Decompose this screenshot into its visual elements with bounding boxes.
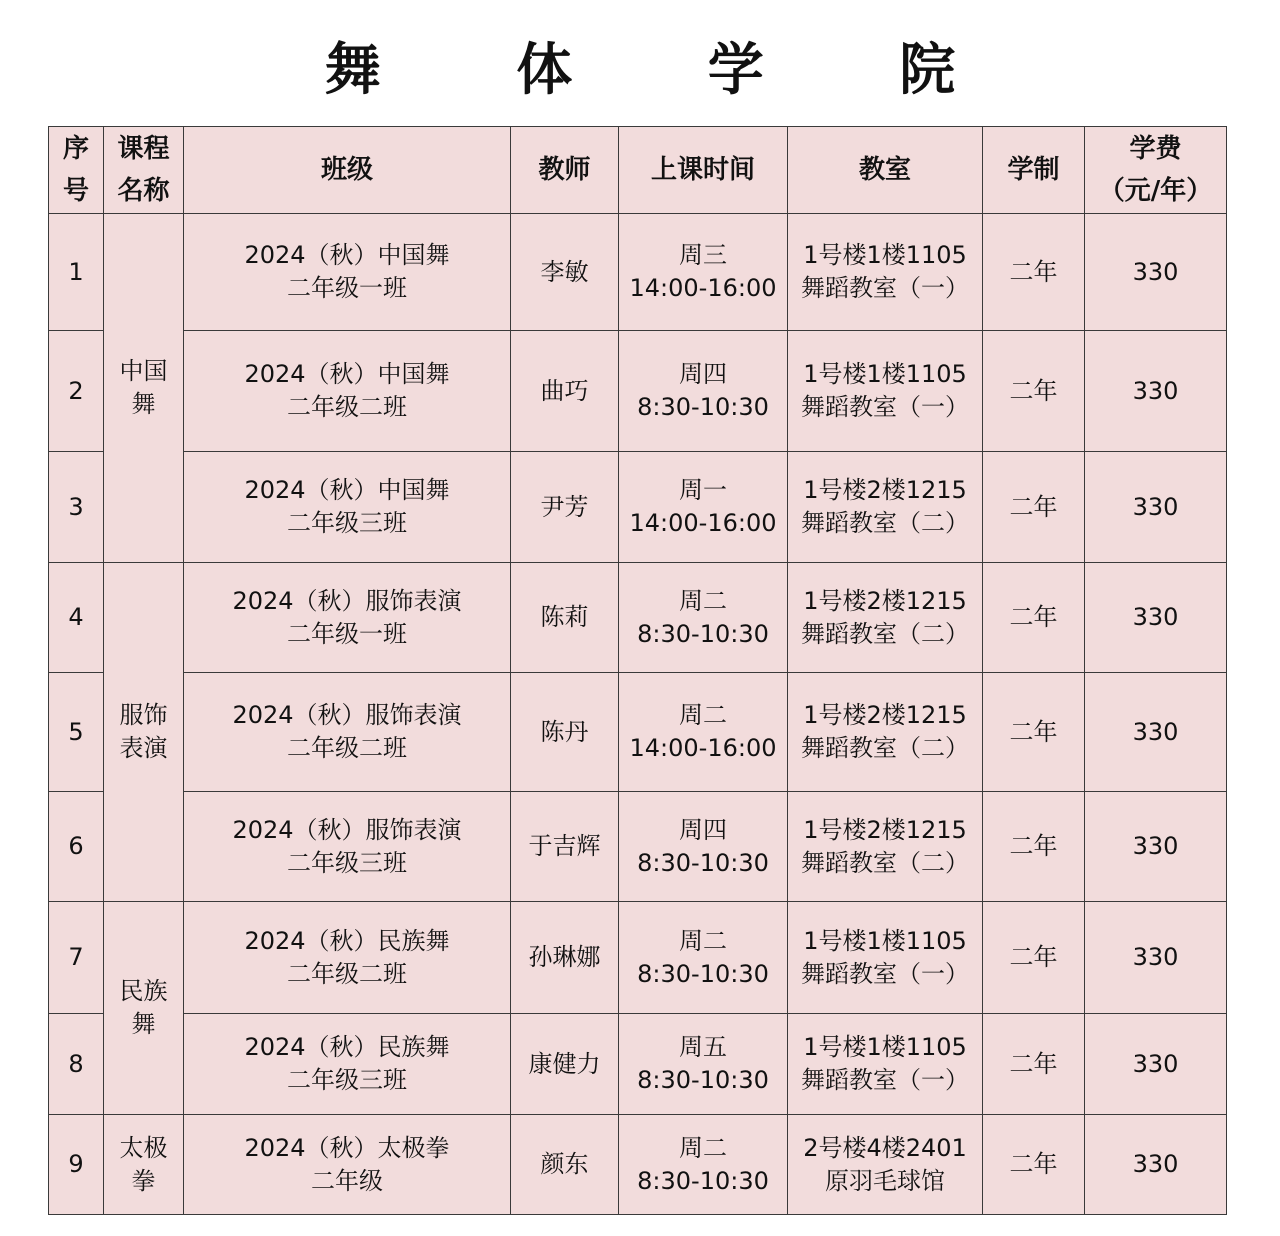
- row-index: 5: [49, 673, 104, 792]
- fee: 330: [1085, 792, 1227, 902]
- duration: 二年: [983, 673, 1085, 792]
- class-time: 周五 8:30-10:30: [619, 1014, 788, 1115]
- table-row: [49, 1115, 1227, 1215]
- header-fee: 学费 （元/年）: [1085, 127, 1227, 214]
- class-name: 2024（秋）民族舞 二年级二班: [184, 902, 511, 1014]
- course-group-taichi: 太极 拳: [104, 1115, 184, 1215]
- header-room: 教室: [788, 127, 983, 214]
- fee: 330: [1085, 673, 1227, 792]
- duration: 二年: [983, 214, 1085, 331]
- teacher-name: 颜东: [511, 1115, 619, 1215]
- table-row: [49, 1014, 1227, 1115]
- duration: 二年: [983, 331, 1085, 452]
- duration: 二年: [983, 902, 1085, 1014]
- row-index: 9: [49, 1115, 104, 1215]
- class-time: 周四 8:30-10:30: [619, 792, 788, 902]
- class-name: 2024（秋）服饰表演 二年级二班: [184, 673, 511, 792]
- teacher-name: 曲巧: [511, 331, 619, 452]
- class-time: 周一 14:00-16:00: [619, 452, 788, 563]
- classroom: 1号楼2楼1215 舞蹈教室（二）: [788, 452, 983, 563]
- table-row: [49, 673, 1227, 792]
- teacher-name: 康健力: [511, 1014, 619, 1115]
- header-duration: 学制: [983, 127, 1085, 214]
- class-name: 2024（秋）中国舞 二年级二班: [184, 331, 511, 452]
- class-name: 2024（秋）中国舞 二年级三班: [184, 452, 511, 563]
- teacher-name: 孙琳娜: [511, 902, 619, 1014]
- fee: 330: [1085, 1014, 1227, 1115]
- class-time: 周二 8:30-10:30: [619, 902, 788, 1014]
- fee: 330: [1085, 563, 1227, 673]
- course-group-costume-show: 服饰 表演: [104, 563, 184, 902]
- teacher-name: 李敏: [511, 214, 619, 331]
- duration: 二年: [983, 1115, 1085, 1215]
- classroom: 1号楼2楼1215 舞蹈教室（二）: [788, 673, 983, 792]
- fee: 330: [1085, 902, 1227, 1014]
- header-index: 序 号: [49, 127, 104, 214]
- classroom: 1号楼2楼1215 舞蹈教室（二）: [788, 563, 983, 673]
- duration: 二年: [983, 452, 1085, 563]
- row-index: 8: [49, 1014, 104, 1115]
- duration: 二年: [983, 1014, 1085, 1115]
- table-row: [49, 452, 1227, 563]
- class-time: 周二 8:30-10:30: [619, 1115, 788, 1215]
- fee: 330: [1085, 214, 1227, 331]
- class-time: 周二 14:00-16:00: [619, 673, 788, 792]
- classroom: 1号楼1楼1105 舞蹈教室（一）: [788, 1014, 983, 1115]
- classroom: 1号楼1楼1105 舞蹈教室（一）: [788, 331, 983, 452]
- duration: 二年: [983, 563, 1085, 673]
- teacher-name: 于吉辉: [511, 792, 619, 902]
- row-index: 1: [49, 214, 104, 331]
- fee: 330: [1085, 452, 1227, 563]
- duration: 二年: [983, 792, 1085, 902]
- class-name: 2024（秋）服饰表演 二年级三班: [184, 792, 511, 902]
- table-row: [49, 902, 1227, 1014]
- classroom: 2号楼4楼2401 原羽毛球馆: [788, 1115, 983, 1215]
- course-schedule-table: [48, 126, 1227, 1215]
- class-name: 2024（秋）服饰表演 二年级一班: [184, 563, 511, 673]
- header-teacher: 教师: [511, 127, 619, 214]
- teacher-name: 尹芳: [511, 452, 619, 563]
- fee: 330: [1085, 331, 1227, 452]
- page-title: 舞 体 学 院: [324, 37, 1014, 103]
- header-course: 课程 名称: [104, 127, 184, 214]
- course-group-folk-dance: 民族 舞: [104, 902, 184, 1115]
- header-row: [49, 127, 1227, 214]
- class-time: 周三 14:00-16:00: [619, 214, 788, 331]
- class-name: 2024（秋）民族舞 二年级三班: [184, 1014, 511, 1115]
- header-class: 班级: [184, 127, 511, 214]
- fee: 330: [1085, 1115, 1227, 1215]
- row-index: 3: [49, 452, 104, 563]
- class-name: 2024（秋）太极拳 二年级: [184, 1115, 511, 1215]
- table-row: [49, 214, 1227, 331]
- header-time: 上课时间: [619, 127, 788, 214]
- class-name: 2024（秋）中国舞 二年级一班: [184, 214, 511, 331]
- teacher-name: 陈丹: [511, 673, 619, 792]
- classroom: 1号楼1楼1105 舞蹈教室（一）: [788, 214, 983, 331]
- row-index: 4: [49, 563, 104, 673]
- row-index: 2: [49, 331, 104, 452]
- class-time: 周二 8:30-10:30: [619, 563, 788, 673]
- table-row: [49, 792, 1227, 902]
- course-group-chinese-dance: 中国 舞: [104, 214, 184, 563]
- row-index: 7: [49, 902, 104, 1014]
- class-time: 周四 8:30-10:30: [619, 331, 788, 452]
- teacher-name: 陈莉: [511, 563, 619, 673]
- table-row: [49, 331, 1227, 452]
- classroom: 1号楼2楼1215 舞蹈教室（二）: [788, 792, 983, 902]
- classroom: 1号楼1楼1105 舞蹈教室（一）: [788, 902, 983, 1014]
- row-index: 6: [49, 792, 104, 902]
- table-row: [49, 563, 1227, 673]
